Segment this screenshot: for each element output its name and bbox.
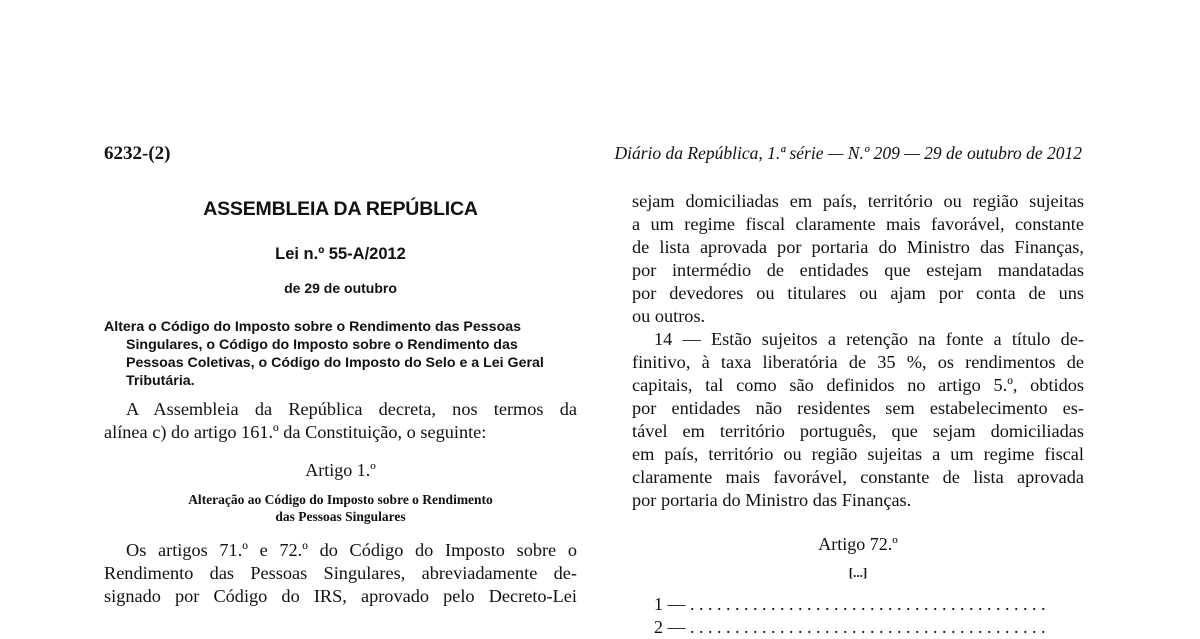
body-paragraph	[104, 539, 577, 608]
continued-paragraph	[632, 190, 1084, 328]
continued-line: por intermédio de entidades que estejam mandatadas	[632, 260, 1084, 280]
continued-line: ou outros.	[632, 306, 706, 326]
subtitle-line: das Pessoas Singulares	[275, 509, 406, 524]
article-1-heading: Artigo 1.º	[305, 460, 376, 480]
article-1-subtitle	[104, 491, 577, 525]
law-title: Lei n.º 55-A/2012	[275, 245, 406, 263]
body-line: Rendimento das Pessoas Singulares, abreviadamente de-	[104, 563, 577, 583]
publication-header: Diário da República, 1.ª série — N.º 209 — 29 de outubro de 2012	[614, 143, 1082, 163]
item-14-line: 14 — Estão sujeitos a retenção na fonte a título de-	[654, 329, 1084, 349]
intro-line: A Assembleia da República decreta, nos termos da	[126, 399, 577, 419]
continued-line: sejam domiciliadas em país, território ou região sujeitas	[632, 191, 1084, 211]
ellipsis-marker: [...]	[848, 565, 868, 580]
summary-line: Tributária.	[126, 373, 195, 389]
continued-line: de lista aprovada por portaria do Ministro das Finanças,	[632, 237, 1084, 257]
body-line: Os artigos 71.º e 72.º do Código do Imposto sobre o	[126, 540, 577, 560]
item-14-paragraph	[632, 328, 1084, 512]
summary-line: Pessoas Coletivas, o Código do Imposto do Selo e a Lei Geral	[126, 355, 544, 371]
assembly-heading: ASSEMBLEIA DA REPÚBLICA	[203, 198, 478, 220]
right-column	[632, 190, 1084, 639]
summary-line: Singulares, o Código do Imposto sobre o Rendimento das	[126, 337, 518, 353]
item-14-line: por entidades não residentes sem estabelecimento es-	[632, 398, 1084, 418]
intro-line: alínea c) do artigo 161.º da Constituição, o seguinte:	[104, 422, 487, 442]
left-column	[104, 190, 577, 608]
continued-line: por devedores ou titulares ou ajam por conta de uns	[632, 283, 1084, 303]
law-date: de 29 de outubro	[284, 280, 397, 296]
body-line: signado por Código do IRS, aprovado pelo Decreto-Lei	[104, 586, 577, 606]
item-14-line: em país, território ou região sujeitas a um regime fiscal	[632, 444, 1084, 464]
subtitle-line: Alteração ao Código do Imposto sobre o Rendimento	[188, 492, 493, 507]
item-14-line: tável em território português, que sejam domiciliadas	[632, 421, 1084, 441]
law-summary	[104, 318, 577, 390]
item-14-line: por portaria do Ministro das Finanças.	[632, 490, 912, 510]
numbered-items	[632, 593, 1084, 639]
article-72-heading: Artigo 72.º	[818, 534, 898, 554]
item-14-line: capitais, tal como são definidos no artigo 5.º, obtidos	[632, 375, 1084, 395]
item-14-line: finitivo, à taxa liberatória de 35 %, os rendimentos de	[632, 352, 1084, 372]
numbered-item: 1 — . . . . . . . . . . . . . . . . . . . . . . . . . . . . . . . . . . . . . . . .	[654, 594, 1046, 614]
page-number: 6232-(2)	[104, 143, 171, 164]
summary-line: Altera o Código do Imposto sobre o Rendimento das Pessoas	[104, 319, 522, 335]
item-14-line: claramente mais favorável, constante de lista aprovada	[632, 467, 1084, 487]
numbered-item: 2 — . . . . . . . . . . . . . . . . . . . . . . . . . . . . . . . . . . . . . . . .	[654, 617, 1046, 637]
continued-line: a um regime fiscal claramente mais favorável, constante	[632, 214, 1084, 234]
intro-paragraph	[104, 398, 577, 444]
